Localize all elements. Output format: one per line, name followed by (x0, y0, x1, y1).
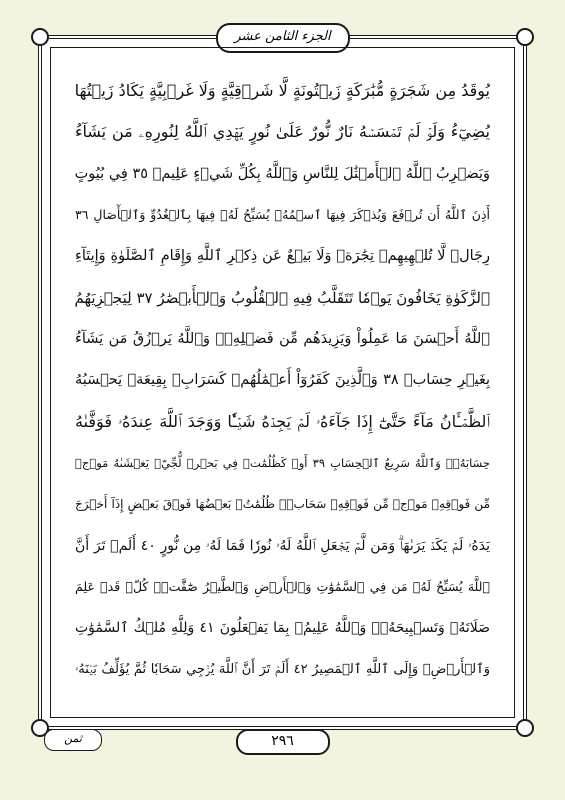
text-line: وَٱلۡأَرۡضِۖ وَإِلَى ٱللَّهِ ٱلۡمَصِيرُ ٤٢ أَلَمۡ تَرَ أَنَّ ٱللَّهَ يُزۡجِي سَحَابٗا ثُمَّ يُؤَلِّفُ بَيۡنَهُۥ (75, 661, 490, 677)
text-line: يَدَهُۥ لَمۡ يَكَدۡ يَرَىٰهَاۗ وَمَن لَّمۡ يَجۡعَلِ ٱللَّهُ لَهُۥ نُورٗا فَمَا لَهُۥ مِن نُّورٍ ٤٠ أَلَمۡ تَرَ أَنَّ (75, 537, 490, 554)
text-line: ٱللَّهُ أَحۡسَنَ مَا عَمِلُواْ وَيَزِيدَهُم مِّن فَضۡلِهِۦۗ وَٱللَّهُ يَرۡزُقُ مَن يَشَآءُ (75, 331, 490, 348)
quran-text (75, 76, 490, 693)
text-line: يُوقَدُ مِن شَجَرَةٍ مُّبَٰرَكَةٍ زَيۡتُونَةٍ لَّا شَرۡقِيَّةٍ وَلَا غَرۡبِيَّةٍ يَكَادُ زَيۡتُهَا (75, 81, 490, 100)
text-line: صَلَاتَهُۥ وَتَسۡبِيحَهُۥۗ وَٱللَّهُ عَلِيمُۢ بِمَا يَفۡعَلُونَ ٤١ وَلِلَّهِ مُلۡكُ ٱلسَّمَٰوَٰتِ (75, 620, 490, 637)
text-line: مِّن فَوۡقِهِۦ مَوۡجٞ مِّن فَوۡقِهِۦ سَحَابٞۚ ظُلُمَٰتُۢ بَعۡضُهَا فَوۡقَ بَعۡضٍ إِذَآ أَخۡرَجَ (75, 497, 490, 512)
text-line: رِجَالٞ لَّا تُلۡهِيهِمۡ تِجَٰرَةٞ وَلَا بَيۡعٌ عَن ذِكۡرِ ٱللَّهِ وَإِقَامِ ٱلصَّلَوٰةِ وَإِيتَآءِ (75, 248, 490, 265)
page-number: ٢٩٦ (236, 729, 330, 755)
text-line: ٱللَّهَ يُسَبِّحُ لَهُۥ مَن فِي ٱلسَّمَٰوَٰتِ وَٱلۡأَرۡضِ وَٱلطَّيۡرُ صَٰٓفَّٰتٖۖ كُلّٞ قَدۡ عَلِمَ (75, 579, 490, 595)
page-footer (38, 727, 527, 755)
text-line: أَذِنَ ٱللَّهُ أَن تُرۡفَعَ وَيُذۡكَرَ فِيهَا ٱسۡمُهُۥ يُسَبِّحُ لَهُۥ فِيهَا بِٱلۡغُدُوِّ وَٱلۡأٓصَالِ ٣٦ (75, 207, 490, 223)
page-frame (38, 29, 527, 730)
juz-header: الجزء الثامن عشر (216, 23, 350, 53)
text-line: ٱلزَّكَوٰةِ يَخَافُونَ يَوۡمٗا تَتَقَلَّبُ فِيهِ ٱلۡقُلُوبُ وَٱلۡأَبۡصَٰرُ ٣٧ لِيَجۡزِيَهُمُ (75, 288, 490, 307)
corner-ornament-top-left (31, 28, 49, 46)
text-line: ٱلظَّمۡـَٔانُ مَآءً حَتَّىٰٓ إِذَا جَآءَهُۥ لَمۡ يَجِدۡهُ شَيۡـٔٗا وَوَجَدَ ٱللَّهَ عِندَهُۥ فَوَفَّىٰهُ (75, 411, 490, 431)
corner-ornament-top-right (516, 28, 534, 46)
text-frame (50, 47, 515, 718)
hizb-marker: ثمن (44, 729, 102, 751)
text-line: يُضِيٓءُ وَلَوۡ لَمۡ تَمۡسَسۡهُ نَارٌ نُّورٌ عَلَىٰ نُورٍ يَهۡدِي ٱللَّهُ لِنُورِهِۦ مَن يَشَآءُ (75, 122, 490, 142)
text-line: حِسَابَهُۥۗ وَٱللَّهُ سَرِيعُ ٱلۡحِسَابِ ٣٩ أَوۡ كَظُلُمَٰتٖ فِي بَحۡرٖ لُّجِّيّٖ يَغۡشَىٰهُ مَوۡجٞ (75, 456, 490, 471)
text-line: بِغَيۡرِ حِسَابٖ ٣٨ وَٱلَّذِينَ كَفَرُوٓاْ أَعۡمَٰلُهُمۡ كَسَرَابِۭ بِقِيعَةٖ يَحۡسَبُهُ (75, 372, 490, 389)
text-line: وَيَضۡرِبُ ٱللَّهُ ٱلۡأَمۡثَٰلَ لِلنَّاسِ وَٱللَّهُ بِكُلِّ شَيۡءٍ عَلِيمٞ ٣٥ فِي بُيُوتٍ (75, 165, 490, 182)
